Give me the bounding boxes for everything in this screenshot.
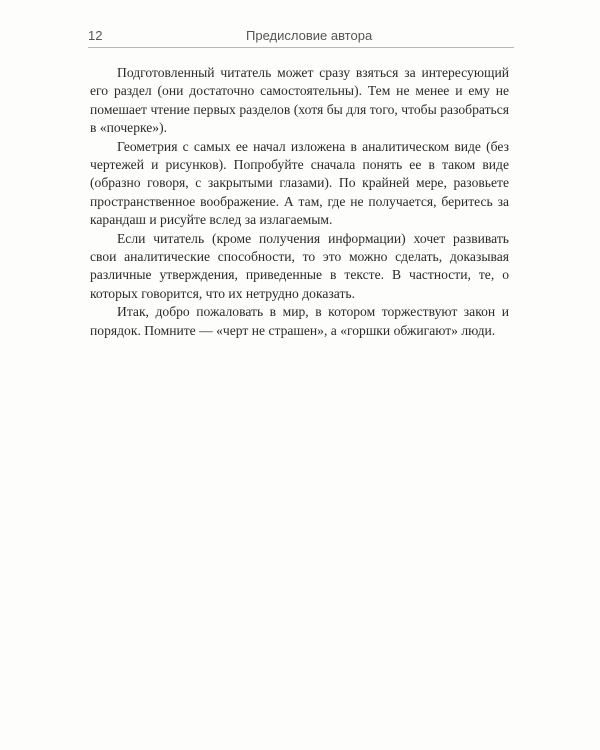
running-head — [88, 28, 514, 48]
paragraph: Подготовленный читатель может сразу взяться за интересующий его раздел (они достаточно самостоятельны). Тем не менее и ему не помешает чтение первых разделов (хотя бы для того, чтобы разобраться в «почерке»). — [90, 65, 509, 136]
paragraph: Геометрия с самых ее начал изложена в аналитическом виде (без чертежей и рисунков). Попробуйте сначала понять ее в таком виде (образно говоря, с закрытыми глазами). По крайней мере, разовьете пространственное воображение. А там, где не получается, беритесь за карандаш и рисуйте вслед за излагаемым. — [90, 138, 509, 228]
paragraph: Итак, добро пожаловать в мир, в котором торжествуют закон и порядок. Помните — «черт не страшен», а «горшки обжигают» люди. — [90, 304, 509, 338]
page-number: 12 — [88, 28, 103, 43]
paragraph: Если читатель (кроме получения информации) хочет развивать свои аналитические способности, то это можно сделать, доказывая различные утверждения, приведенные в тексте. В частности, те, о которых говорится, что их нетрудно доказать. — [90, 230, 509, 301]
header-rule — [88, 47, 514, 48]
running-title: Предисловие автора — [246, 28, 373, 43]
body-text — [90, 64, 509, 340]
